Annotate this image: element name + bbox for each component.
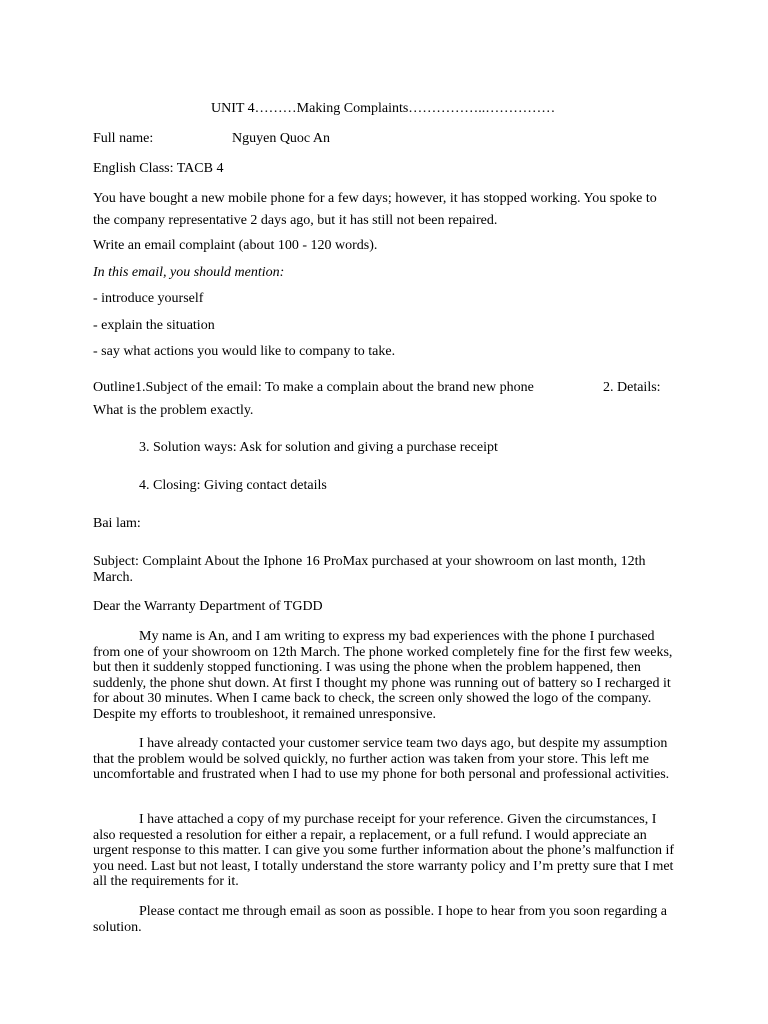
email-paragraph: I have already contacted your customer service team two days ago, but despite my assumption that the problem would be solved quickly, no further action was taken from your store. This left me uncomfortable and frustrated when I had to use my phone for both personal and professional activities. bbox=[93, 736, 670, 782]
full-name-value: Nguyen Quoc An bbox=[232, 131, 330, 146]
task-point: - explain the situation bbox=[93, 318, 215, 333]
outline-details-text: What is the problem exactly. bbox=[93, 403, 254, 418]
outline-subject: Outline1.Subject of the email: To make a complain about the brand new phone bbox=[93, 380, 534, 395]
class-line: English Class: TACB 4 bbox=[93, 161, 224, 176]
task-point: - introduce yourself bbox=[93, 291, 204, 306]
task-instruction: Write an email complaint (about 100 - 120 words). bbox=[93, 238, 378, 253]
task-point: - say what actions you would like to company to take. bbox=[93, 344, 396, 359]
outline-item-4: 4. Closing: Giving contact details bbox=[139, 478, 327, 493]
outline-line-1 bbox=[93, 380, 677, 396]
full-name-label: Full name: bbox=[93, 131, 154, 146]
email-paragraph: I have attached a copy of my purchase receipt for your reference. Given the circumstances, I also requested a resolution for either a repair, a replacement, or a full refund. I would appreciate an urgent response to this matter. I can give you some further information about the phone’s malfunction if you need. Last but not least, I totally understand the store warranty policy and I’m pretty sure that I met all the requirements for it. bbox=[93, 812, 674, 889]
document-title: UNIT 4………Making Complaints……………..…………… bbox=[211, 101, 556, 116]
answer-heading: Bai lam: bbox=[93, 516, 141, 531]
mention-heading: In this email, you should mention: bbox=[93, 265, 285, 280]
email-salutation: Dear the Warranty Department of TGDD bbox=[93, 599, 323, 614]
full-name-line bbox=[93, 131, 677, 147]
email-paragraph: My name is An, and I am writing to express my bad experiences with the phone I purchased from one of your showroom on 12th March. The phone worked completely fine for the first few weeks, but then it suddenly stopped functioning. I was using the phone when the problem happened, then suddenly, the phone shut down. At first I thought my phone was running out of battery so I recharged it for about 30 minutes. When I came back to check, the screen only showed the logo of the company. Despite my efforts to troubleshoot, it remained unresponsive. bbox=[93, 629, 673, 722]
email-subject: Subject: Complaint About the Iphone 16 ProMax purchased at your showroom on last month, 12th March. bbox=[93, 554, 646, 585]
email-paragraph: Please contact me through email as soon as possible. I hope to hear from you soon regarding a solution. bbox=[93, 904, 667, 935]
outline-details-label: 2. Details: bbox=[603, 380, 661, 395]
task-prompt: You have bought a new mobile phone for a few days; however, it has stopped working. You spoke to the company representative 2 days ago, but it has still not been repaired. bbox=[93, 191, 657, 228]
outline-item-3: 3. Solution ways: Ask for solution and giving a purchase receipt bbox=[139, 440, 498, 455]
